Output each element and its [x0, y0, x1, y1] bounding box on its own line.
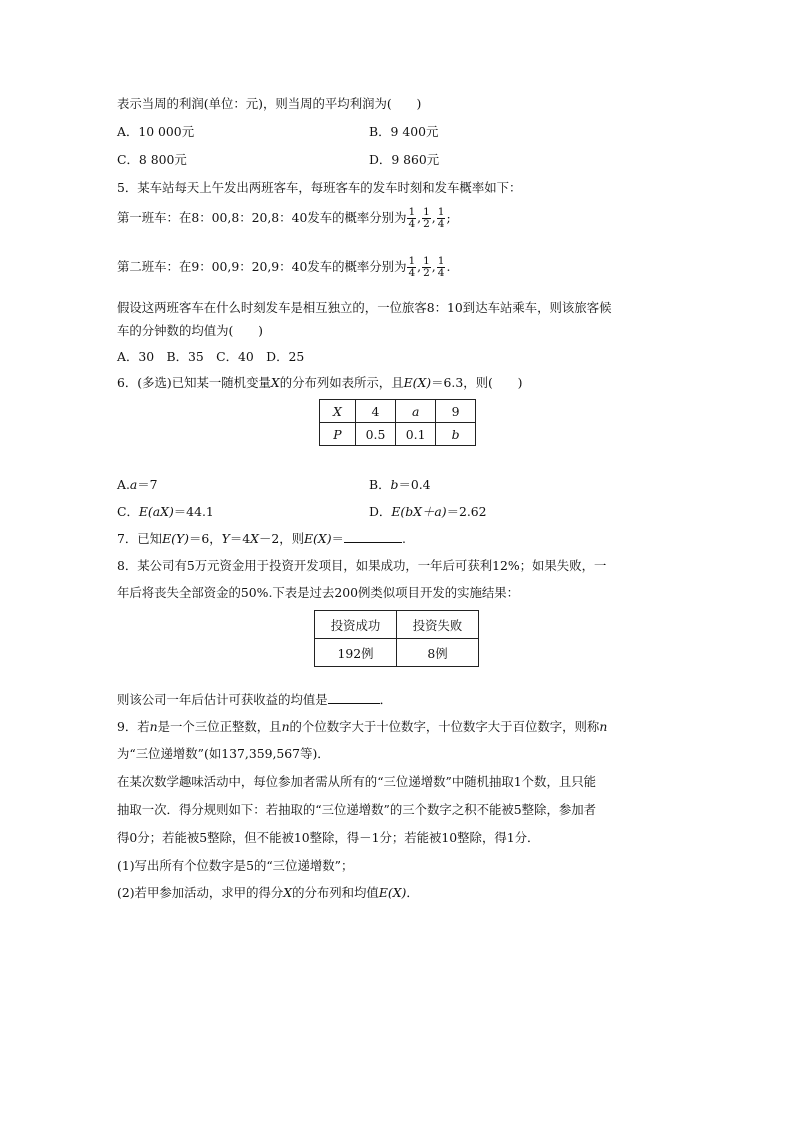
q6-option-a: A.a＝7: [117, 477, 158, 492]
table-cell: a: [396, 400, 436, 423]
fraction: $\frac{1}{2}$: [423, 255, 430, 279]
q9-line3: 在某次数学趣味活动中，每位参加者需从所有的“三位递增数”中随机抽取1个数，且只能: [117, 774, 597, 789]
answer-blank[interactable]: [328, 690, 380, 704]
table-cell: 0.5: [355, 423, 395, 446]
q4-option-b: B．9 400元: [369, 124, 439, 139]
fraction: $\frac{1}{4}$: [408, 255, 416, 279]
table-row: [315, 639, 479, 667]
q6-stem: 6．(多选)已知某一随机变量X的分布列如表所示，且E(X)＝6.3，则( ): [117, 375, 523, 390]
q5-stem: 5．某车站每天上午发出两班客车，每班客车的发车时刻和发车概率如下：: [117, 180, 522, 195]
table-cell: 192例: [315, 639, 397, 667]
q8-results-table: [314, 610, 479, 667]
q9-part2: (2)若甲参加活动，求甲的得分X的分布列和均值E(X)．: [117, 885, 419, 900]
q4-option-c: C．8 800元: [117, 152, 187, 167]
fraction: $\frac{1}{4}$: [437, 206, 445, 230]
table-row: [320, 400, 476, 423]
q5-second-bus-text: 第二班车：在9：00,9：20,9：40发车的概率分别为: [117, 259, 407, 274]
q9-line1: 9．若n是一个三位正整数，且n的个位数字大于十位数字，十位数字大于百位数字，则称n: [117, 719, 608, 734]
table-cell: 8例: [397, 639, 479, 667]
table-header: 投资失败: [397, 611, 479, 639]
q6-option-b: B．b＝0.4: [369, 477, 431, 492]
q9-line5: 得0分；若能被5整除，但不能被10整除，得－1分；若能被10整除，得1分．: [117, 830, 540, 845]
q5-first-bus: 第一班车：在8：00,8：20,8：40发车的概率分别为 $\frac{1}{4}$ , $\frac{1}{2}$ , $\frac{1}{4}$ ;: [117, 206, 451, 230]
table-row: [315, 611, 479, 639]
q7-stem: 7．已知E(Y)＝6，Y＝4X－2，则E(X)＝ .: [117, 531, 406, 546]
fraction: $\frac{1}{4}$: [437, 255, 445, 279]
table-header: 投资成功: [315, 611, 397, 639]
answer-blank[interactable]: [344, 529, 402, 543]
table-cell: b: [436, 423, 476, 446]
q8-line2: 年后将丧失全部资金的50%.下表是过去200例类似项目开发的实施结果：: [117, 585, 520, 600]
table-cell: P: [320, 423, 356, 446]
q5-options: A．30 B．35 C．40 D．25: [117, 349, 305, 364]
q4-option-d: D．9 860元: [369, 152, 440, 167]
table-cell: 4: [355, 400, 395, 423]
q8-line1: 8．某公司有5万元资金用于投资开发项目，如果成功，一年后可获利12%；如果失败，一: [117, 558, 607, 573]
q9-part1: (1)写出所有个位数字是5的“三位递增数”；: [117, 858, 354, 873]
q4-option-a: A．10 000元: [117, 124, 195, 139]
q5-body-line2: 车的分钟数的均值为( ): [117, 323, 263, 338]
q8-question: 则该公司一年后估计可获收益的均值是 ．: [117, 692, 393, 707]
q4-stem-tail: 表示当周的利润(单位：元)，则当周的平均利润为( ): [117, 96, 422, 111]
table-cell: X: [320, 400, 356, 423]
q9-line4: 抽取一次．得分规则如下：若抽取的“三位递增数”的三个数字之积不能被5整除，参加者: [117, 802, 597, 817]
table-row: [320, 423, 476, 446]
table-cell: 9: [436, 400, 476, 423]
fraction: $\frac{1}{4}$: [408, 206, 416, 230]
q6-option-c: C．E(aX)＝44.1: [117, 504, 214, 519]
q6-distribution-table: [319, 399, 476, 446]
q5-body-line1: 假设这两班客车在什么时刻发车是相互独立的，一位旅客8：10到达车站乘车，则该旅客候: [117, 300, 612, 315]
q5-second-bus: 第二班车：在9：00,9：20,9：40发车的概率分别为 $\frac{1}{4}$ , $\frac{1}{2}$ , $\frac{1}{4}$ .: [117, 255, 451, 279]
fraction: $\frac{1}{2}$: [423, 206, 430, 230]
q9-line2: 为“三位递增数”(如137,359,567等)．: [117, 746, 330, 761]
table-cell: 0.1: [396, 423, 436, 446]
q5-first-bus-text: 第一班车：在8：00,8：20,8：40发车的概率分别为: [117, 210, 407, 225]
q6-option-d: D．E(bX＋a)＝2.62: [369, 504, 487, 519]
